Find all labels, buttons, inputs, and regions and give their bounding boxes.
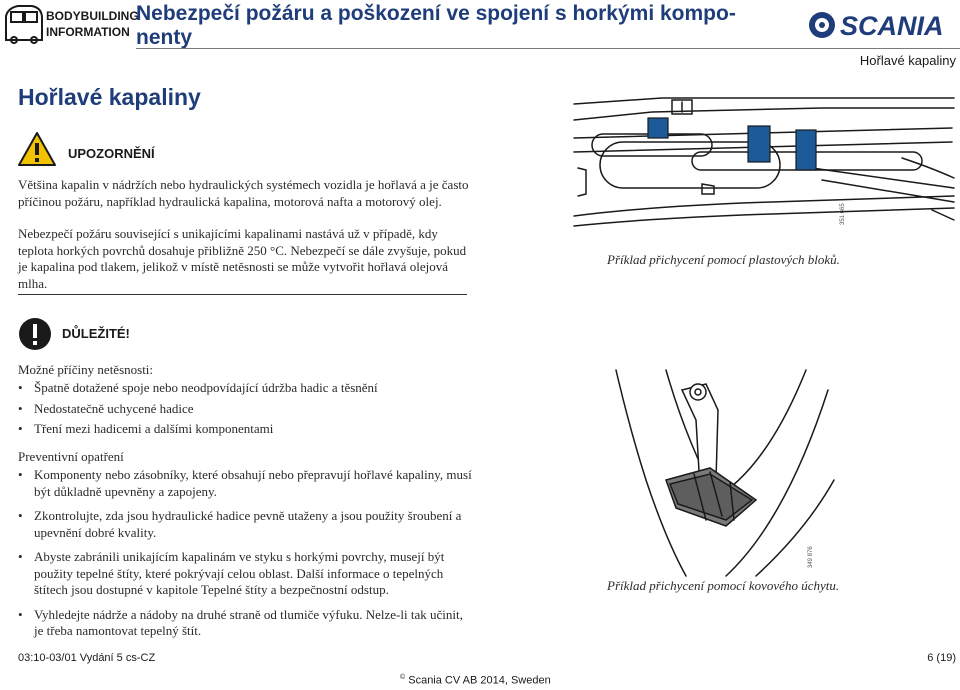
logo-line1: BODYBUILDING [46,9,139,23]
list-item: • Špatně dotažené spoje nebo neodpovídající údržba hadic a těsnění [18,380,468,397]
list-item: • Vyhledejte nádrže a nádoby na druhé straně od tlumiče výfuku. Nelze-li tak učinit, je třeba namontovat tepelný štít. [18,607,473,640]
footer-copyright [400,674,551,687]
warning-paragraph-2: Nebezpečí požáru související s unikajícími kapalinami nastává už v případě, kdy teplota horkých povrchů dosahuje přibližně 250 °C. Nebezpečí se dále zvyšuje, pokud je kapalina pod tlakem, jelikož v místě netěsnosti se může vytvořit hořlavá olejová mlha. [18,226,467,291]
copyright-symbol: © [400,674,406,681]
footer-page-number: 6 (19) [927,652,956,664]
important-exclamation-icon [18,317,52,351]
important-label: DŮLEŽITÉ! [62,326,130,341]
preventive-heading: Preventivní opatření [18,449,124,464]
section-tag: Hořlavé kapaliny [859,53,956,68]
list-item: • Abyste zabránili unikajícím kapalinám ve styku s horkými povrchy, musejí být použity tepelné štíty, které pokrývají celou oblast. Další informace o tepelných štítech jsou dostupné v kapitole Tepelné štíty a bezpečnostní odstup. [18,549,473,599]
list-item: • Nedostatečně uchycené hadice [18,401,468,418]
preventive-list [18,467,473,648]
logo-line2: INFORMATION [46,25,130,39]
warning-paragraph-1: Většina kapalin v nádržích nebo hydraulických systémech vozidla je hořlavá a je často příčinou požáru, například hydraulická kapalina, motorová nafta a motorový olej. [18,177,469,209]
scania-wordmark: SCANIA [840,11,944,41]
list-item: • Tření mezi hadicemi a dalšími komponentami [18,421,468,438]
bodybuilding-information-logo [2,2,139,44]
copyright-text: Scania CV AB 2014, Sweden [408,674,551,687]
warning-triangle-icon [18,132,56,166]
figure-2-id: 349 876 [808,546,814,568]
list-item: • Komponenty nebo zásobníky, které obsahují nebo přepravují hořlavé kapaliny, musí být důkladně upevněny a zapojeny. [18,467,473,500]
figure-1-caption: Příklad přichycení pomocí plastových bloků. [607,252,840,267]
document-title: Nebezpečí požáru a poškození ve spojení s horkými kompo- nenty [136,2,736,49]
section-title: Hořlavé kapaliny [18,84,201,110]
warning-divider [18,294,467,295]
possible-causes-heading: Možné příčiny netěsnosti: [18,362,154,377]
possible-causes-list [18,380,468,442]
list-item: • Zkontrolujte, zda jsou hydraulické hadice pevně utaženy a jsou použity šroubení a upevnění dobré kvality. [18,508,473,541]
figure-plastic-blocks [572,98,956,246]
figure-2-caption: Příklad přichycení pomocí kovového úchytu. [607,578,840,593]
figure-1-id: 351 665 [840,203,846,225]
warning-label: UPOZORNĚNÍ [68,146,155,161]
scania-logo [806,8,958,42]
footer-document-id: 03:10-03/01 Vydání 5 cs-CZ [18,652,156,664]
figure-metal-bracket [606,370,834,576]
header-divider [136,48,960,49]
